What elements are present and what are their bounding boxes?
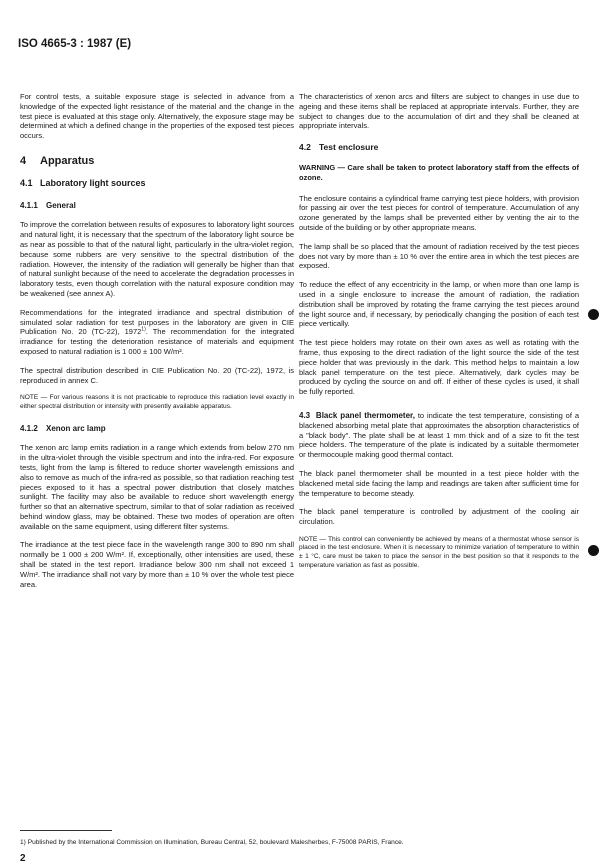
xenon-paragraph-2: The irradiance at the test piece face in the wavelength range 300 to 890 nm shall normally be 1 000 ± 200 W/m². If, exceptionally, other intensities are used, these shall be stated in the test report. Irradiance below 300 nm shall not exceed 1 W/m². The irradiance shall not vary by more than ± 10 % over the whole test piece area. xyxy=(20,540,294,589)
general-paragraph-2: Recommendations for the integrated irradiance and spectral distribution of simulated solar radiation for test purposes in the laboratory are given in CIE Publication No. 20 (TC-22), 1972$^{1)}$. The recommendation for the integrated irradiance for testing the deterioration resistance of materials and equipment exposed to natural radiation is 1 000 ± 100 W/m². xyxy=(20,307,294,356)
enclosure-paragraph-4: The test piece holders may rotate on their own axes as well as rotating with the frame, thus exposing to the direct radiation of the light source the side of the test piece holder that was previously in the dark. This method helps to maintain a low black panel temperature on the test piece. Alternatively, dark cycles may be produced by cycling the source on and off. If either of these cycles is used, it shall be fully reported. xyxy=(299,338,579,397)
footnote: 1) Published by the International Commission on Illumination, Bureau Central, 52, boulevard Malesherbes, F-75008 PARIS, France. xyxy=(20,839,404,846)
enclosure-paragraph-2: The lamp shall be so placed that the amount of radiation received by the test pieces does not vary by more than ± 10 % over the entire area in which the test pieces are exposed. xyxy=(299,241,579,271)
left-column xyxy=(20,92,294,598)
thermometer-paragraph-1: The black panel thermometer shall be mounted in a test piece holder with the blackened metal side facing the lamp and readings are taken after sufficient time for the temperature to become steady. xyxy=(299,468,579,498)
revision-marker-1 xyxy=(588,309,599,320)
revision-marker-2 xyxy=(588,545,599,556)
section-4-1-2-heading: 4.1.2 Xenon arc lamp xyxy=(20,423,106,433)
section-4-3-number: 4.3 xyxy=(299,410,311,420)
section-4-3-title: Black panel thermometer, xyxy=(315,410,415,420)
section-4-1-1-heading: 4.1.1 General xyxy=(20,200,76,210)
section-4-heading: 4 Apparatus xyxy=(20,154,95,167)
enclosure-paragraph-3: To reduce the effect of any eccentricity in the lamp, or when more than one lamp is used in a single enclosure to increase the amount of radiation, the radiation distribution shall be improved by rotating the frame carrying the test pieces around the light source and, if necessary, by periodically changing the position of each test piece vertically. xyxy=(299,280,579,329)
footnote-ref: 1) xyxy=(141,326,146,333)
general-note: NOTE — For various reasons it is not practicable to reproduce this radiation level exactly in either spectral distribution or intensity with presently available apparatus. xyxy=(20,394,294,410)
section-4-1-heading: 4.1 Laboratory light sources xyxy=(20,177,146,188)
filters-paragraph: The characteristics of xenon arcs and filters are subject to changes in use due to ageing and these items shall be replaced at appropriate intervals. Further, they are subject to changes due to the accumulation of dirt and they shall be cleaned at appropriate intervals. xyxy=(299,92,579,131)
footnote-divider xyxy=(20,830,112,831)
general-paragraph-3: The spectral distribution described in CIE Publication No. 20 (TC-22), 1972, is reproduced in annex C. xyxy=(20,365,294,385)
general-paragraph-1: To improve the correlation between results of exposures to laboratory light sources and natural light, it is necessary that the spectrum of the laboratory light source be as near as possible to that of the natural light, particularly in the ultra-violet region, because some rubbers are very sensitive to the spectral distribution of the radiation. However, the intensity of the radiation will generally be higher than that of natural sunlight because of the need to accelerate the degradation processes in laboratory tests, even though correlation with the natural exposure condition may be weakened (see annex A). xyxy=(20,220,294,298)
thermometer-note: NOTE — This control can conveniently be achieved by means of a thermostat whose sensor is placed in the test enclosure. When it is necessary to minimize variation of temperature to within ± 1 °C, care must be taken to place the sensor in the best position so that it responds to the temperature variation as fast as possible. xyxy=(299,535,579,569)
xenon-paragraph-1: The xenon arc lamp emits radiation in a range which extends from below 270 nm in the ultra-violet through the visible spectrum and into the infra-red. For exposure tests, light from the lamp is filtered to reduce shorter wavelength emissions and also to remove as much of the infra-red as possible, so that radiation reaching test pieces exposed to it has a spectral power distribution that closely matches sunlight. The facility may also be available to reduce short wavelength energy further so that an alternative spectrum, similar to that of solar radiation as received behind window glass, may be obtained. These two modes of operation are often available on the same equipment, using different filter systems. xyxy=(20,443,294,531)
section-4-2-heading: 4.2 Test enclosure xyxy=(299,142,379,153)
intro-paragraph: For control tests, a suitable exposure stage is selected in advance from a knowledge of the expected light resistance of the material and the change in the test piece is evaluated at this stage only. Alternatively, the exposure stage may be determined at which a defined change in the properties of the exposed test pieces occurs. xyxy=(20,92,294,141)
section-4-3-paragraph: 4.3 Black panel thermometer, to indicate the test temperature, consisting of a blackened absorbing metal plate that approximates the absorption characteristics of a "black body". The plate shall be at least 1 mm thick and of a size to fit the test piece holders. The temperature of the plate is indicated by a suitable thermometer or thermocouple making good thermal contact. xyxy=(299,410,579,460)
right-column xyxy=(299,92,579,582)
ozone-warning: WARNING — Care shall be taken to protect laboratory staff from the effects of ozone. xyxy=(299,162,579,182)
page-number: 2 xyxy=(20,853,26,864)
enclosure-paragraph-1: The enclosure contains a cylindrical frame carrying test piece holders, with provision for passing air over the test pieces for control of temperature. Accumulation of any ozone generated by the lamps shall be prevented either by venting the air to the outside of the building or by other appropriate means. xyxy=(299,193,579,232)
document-header: ISO 4665-3 : 1987 (E) xyxy=(18,38,132,50)
thermometer-paragraph-2: The black panel temperature is controlled by adjustment of the cooling air circulation. xyxy=(299,507,579,527)
